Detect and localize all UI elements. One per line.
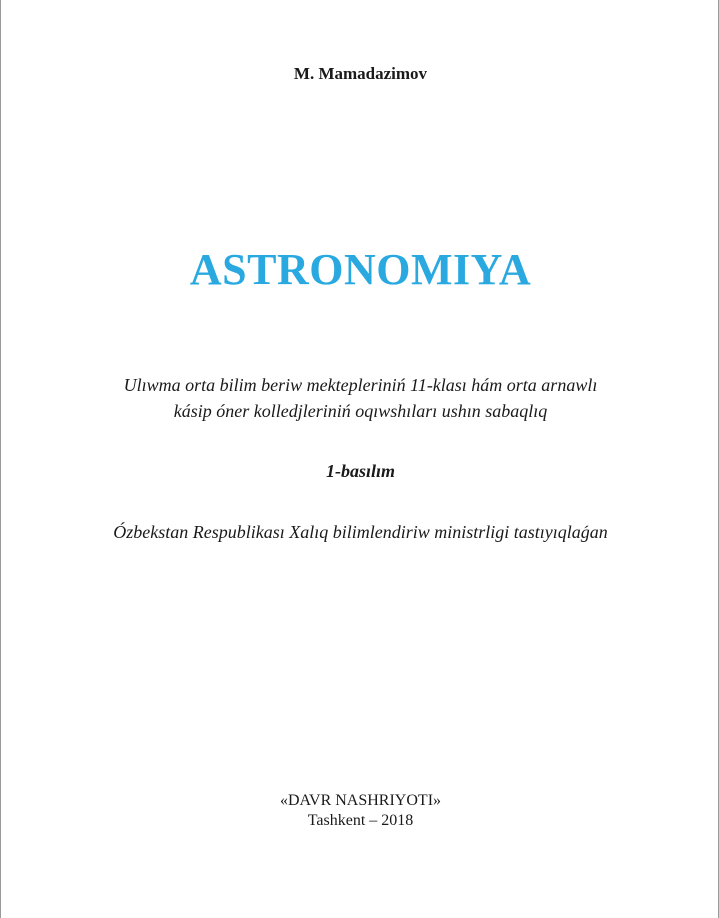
place-and-year: Tashkent – 2018 (307, 812, 414, 829)
subtitle-line-1: Ulıwma orta bilim beriw mektepleriniń 11-klası hám orta arnawlı (123, 375, 598, 395)
approval-statement: Ózbekstan Respublikası Xalıq bilimlendiriw ministrligi tastıyıqlaǵan (113, 522, 608, 542)
author-name: M. Mamadazimov (293, 64, 428, 83)
book-title: ASTRONOMIYA (189, 245, 532, 294)
publisher-name: «DAVR NASHRIYOTI» (279, 792, 442, 809)
subtitle-line-2: kásip óner kolledjleriniń oqıwshıları ushın sabaqlıq (173, 401, 548, 421)
edition-label: 1-basılım (325, 461, 395, 481)
